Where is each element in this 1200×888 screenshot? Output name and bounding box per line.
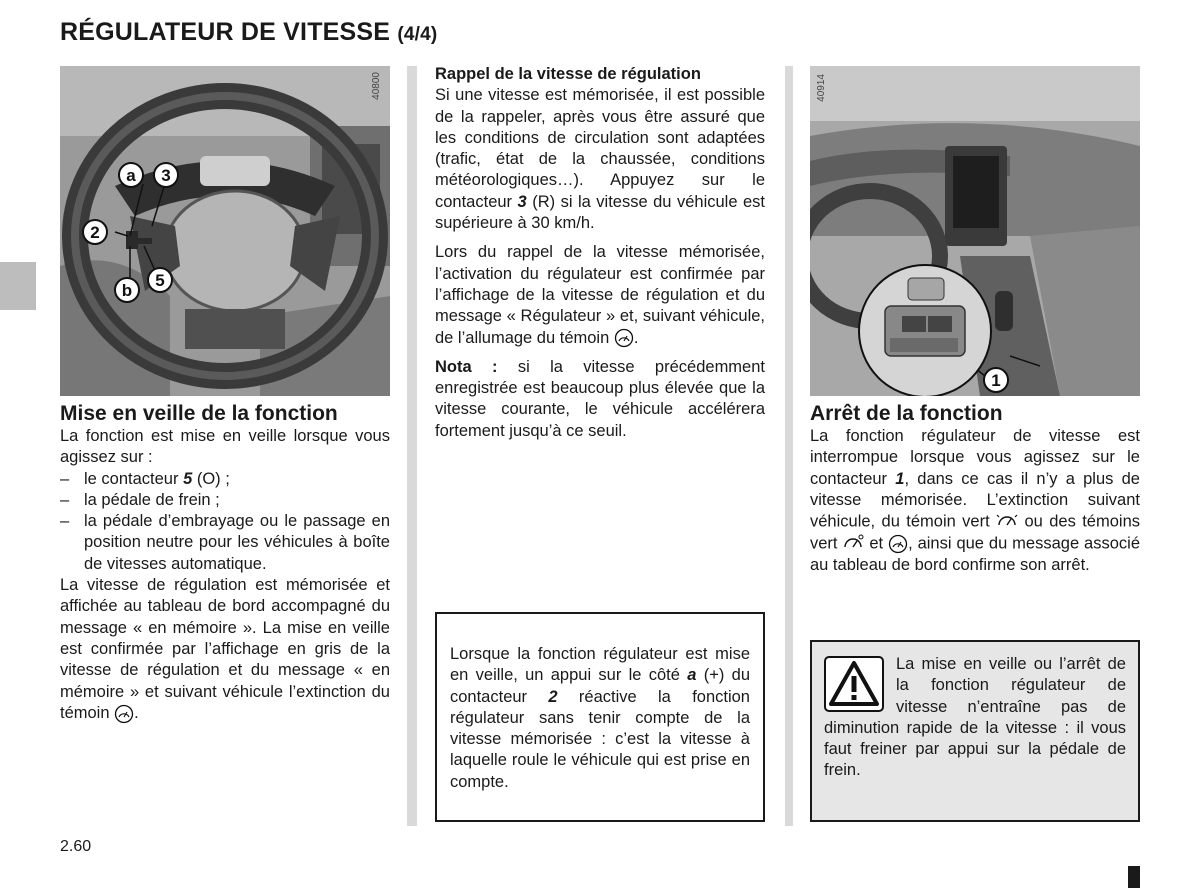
list-item: – le contacteur 5 (O) ; bbox=[60, 469, 390, 490]
reactivation-note-text: Lorsque la fonction régulateur est mise en veille, un appui sur le côté a (+) du contacteur 2 réactive la fonction régulateur sans tenir compte de la vitesse mémorisée : c’est la vitesse à laquelle roule le véhicule qui est prise en compte. bbox=[450, 645, 750, 791]
svg-text:a: a bbox=[126, 166, 136, 185]
section-heading-recall: Rappel de la vitesse de régulation bbox=[435, 65, 701, 83]
cruise-control-indicator-icon bbox=[614, 328, 634, 348]
green-cruise-indicator-icon bbox=[996, 511, 1018, 533]
warning-triangle-icon bbox=[824, 656, 884, 712]
figure-code: 40800 bbox=[371, 72, 382, 100]
callout-3 bbox=[154, 163, 178, 187]
callout-b bbox=[115, 278, 139, 302]
warning-box bbox=[810, 640, 1140, 822]
callout-a bbox=[119, 163, 143, 187]
section-heading-standby: Mise en veille de la fonction bbox=[60, 402, 338, 425]
page-edge-marker bbox=[1128, 866, 1140, 888]
recall-paragraph-1: Si une vitesse est mémorisée, il est possible de la rappeler, après vous être assuré que les conditions de circulation sont adaptées (trafic, état de la chaussée, conditions météorologiques…). Appuyez sur le contacteur 3 (R) si la vitesse du véhicule est supérieure à 30 km/h. bbox=[435, 86, 765, 233]
column-divider bbox=[785, 66, 793, 826]
standby-list bbox=[60, 469, 390, 575]
svg-text:2: 2 bbox=[90, 223, 100, 242]
callout-2 bbox=[83, 220, 107, 244]
section-heading-stop: Arrêt de la fonction bbox=[810, 402, 1003, 425]
list-item: – la pédale de frein ; bbox=[60, 490, 390, 511]
page-number: 2.60 bbox=[60, 838, 92, 855]
svg-text:1: 1 bbox=[991, 371, 1001, 390]
callout-5 bbox=[148, 268, 172, 292]
cruise-control-indicator-icon bbox=[888, 534, 908, 554]
recall-note: Nota : si la vitesse précédemment enregistrée est beaucoup plus élevée que la vitesse courante, le véhicule accélérera fortement jusqu’à ce seuil. bbox=[435, 357, 765, 440]
section-tab bbox=[0, 262, 36, 310]
dashboard-console-illustration bbox=[810, 66, 1140, 396]
svg-text:5: 5 bbox=[155, 271, 165, 290]
page-title: RÉGULATEUR DE VITESSE (4/4) bbox=[60, 18, 438, 46]
svg-text:b: b bbox=[121, 281, 133, 300]
svg-text:3: 3 bbox=[161, 166, 171, 185]
callout-1 bbox=[984, 368, 1008, 392]
figure-code: 40914 bbox=[816, 74, 827, 102]
cruise-control-indicator-icon bbox=[114, 704, 134, 724]
standby-body: La vitesse de régulation est mémorisée et affichée au tableau de bord accompagné du message « en mémoire ». La mise en veille est confirmée par l’affichage en gris de la vitesse de régulation et du message « en mémoire » et suivant véhicule l’extinction du témoin . bbox=[60, 576, 390, 722]
stop-paragraph: La fonction régulateur de vitesse est interrompue lorsque vous agissez sur le contacteur 1, dans ce cas il n’y a plus de vitesse mémorisée. L’extinction suivant véhicule, du témoin vert ou des témoins vert et , ainsi que du message associé au tableau de bord confirme son arrêt. bbox=[810, 427, 1141, 575]
standby-intro: La fonction est mise en veille lorsque vous agissez sur : bbox=[60, 427, 390, 467]
recall-paragraph-2: Lors du rappel de la vitesse mémorisée, l’activation du régulateur est confirmée par l’affichage de la vitesse de régulation et du message « Régulateur » et, suivant véhicule, de l’allumage du témoin . bbox=[435, 243, 765, 347]
list-item: – la pédale d’embrayage ou le passage en position neutre pour les véhicules à boîte de vitesses automatique. bbox=[60, 511, 390, 575]
reactivation-note-box bbox=[435, 612, 765, 822]
column-divider bbox=[407, 66, 417, 826]
steering-wheel-illustration bbox=[60, 66, 390, 396]
green-cruise-indicator-icon bbox=[842, 533, 864, 555]
warning-text: La mise en veille ou l’arrêt de la fonction régulateur de vitesse n’entraîne pas de diminution rapide de la vitesse : il vous faut freiner par appui sur la pédale de frein. bbox=[824, 655, 1126, 780]
